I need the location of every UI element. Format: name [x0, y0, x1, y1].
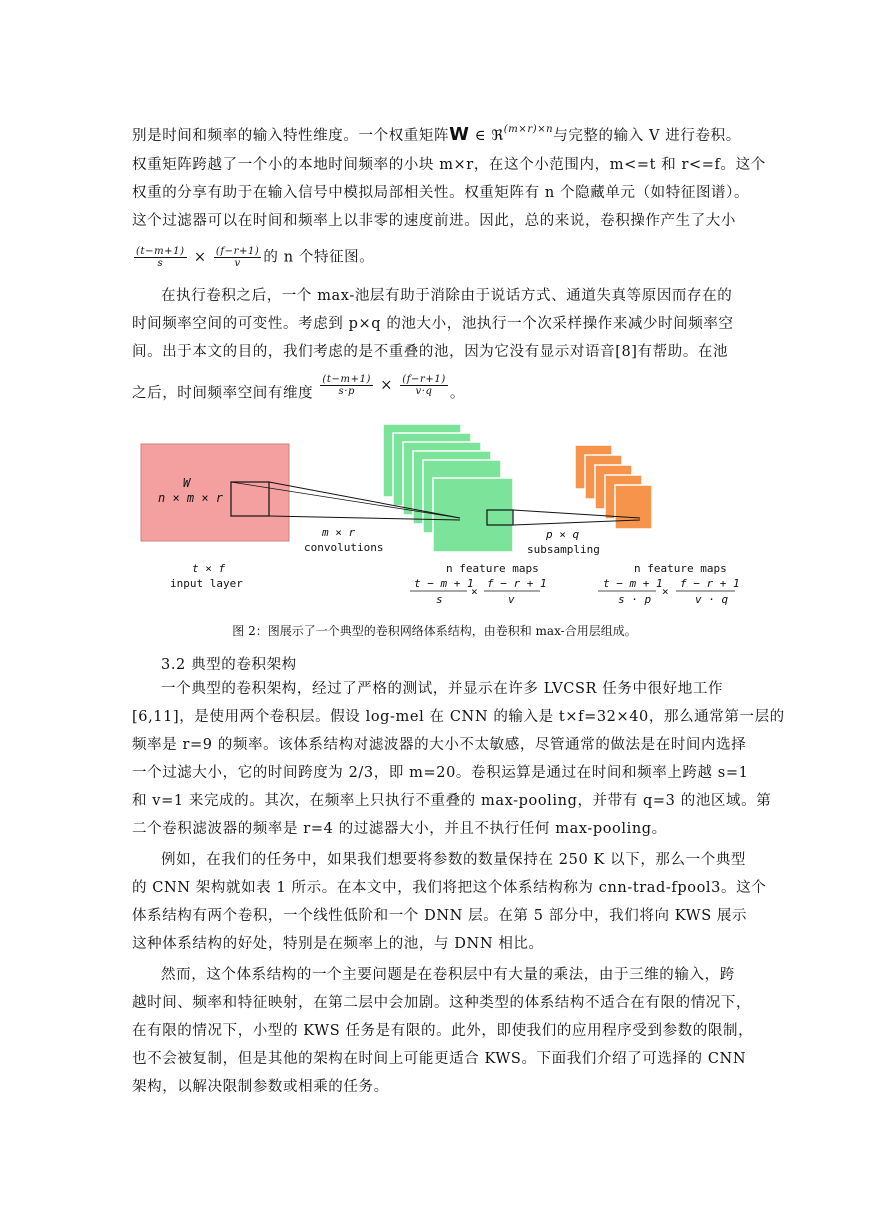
p4-line-2: 的 CNN 架构就如表 1 所示。在本文中，我们将把这个体系结构称为 cnn-trad-fpool3。这个: [132, 880, 767, 896]
feature-map-stack: [383, 424, 513, 552]
section-heading: 3.2 典型的卷积架构: [161, 657, 297, 673]
p1-line-5: $\frac{(t-m+1)}{s}$ × $\frac{(f-r+1)}{v}$ 的 n 个特征图。: [136, 246, 375, 269]
fm-f2-den: v: [508, 593, 515, 606]
fraction-f: $\frac{(f-r+1)}{v}$: [215, 246, 260, 269]
sub-label-2: subsampling: [527, 543, 600, 556]
weight-matrix-symbol: W: [449, 124, 470, 145]
p4-line-4: 这种体系结构的好处，特别是在频率上的池，与 DNN 相比。: [132, 936, 544, 952]
fm-f1-den: s: [436, 593, 443, 606]
figure-caption: 图 2：图展示了一个典型的卷积网络体系结构，由卷积和 max-合用层组成。: [232, 624, 637, 638]
p2-line-1: 在执行卷积之后，一个 max-池层有助于消除由于说话方式、通道失真等原因而存在的: [161, 288, 733, 304]
fm2-f1-num: t − m + 1: [603, 577, 663, 590]
conv-label-2: convolutions: [304, 541, 384, 554]
input-label-2: input layer: [170, 577, 243, 590]
p3-line-6: 二个卷积滤波器的频率是 r=4 的过滤器大小，并且不执行任何 max-pooling。: [132, 821, 667, 837]
sub-label-1: p × q: [546, 528, 580, 541]
fm-times: ×: [471, 585, 478, 598]
p5-line-4: 也不会被复制，但是其他的架构在时间上可能更适合 KWS。下面我们介绍了可选择的 CNN: [132, 1051, 747, 1067]
p2-line-2: 时间频率空间的可变性。考虑到 p×q 的池大小，池执行一个次采样操作来减少时间频率空: [132, 316, 734, 332]
input-label-1: t × f: [192, 562, 226, 575]
p2-line-3: 间。出于本文的目的，我们考虑的是不重叠的池，因为它没有显示对语音[8]有帮助。在池: [132, 344, 729, 360]
fm2-f2-num: f − r + 1: [680, 577, 740, 590]
p4-line-3: 体系结构有两个卷积，一个线性低阶和一个 DNN 层。在第 5 部分中，我们将向 KWS 展示: [132, 908, 748, 924]
fraction-tp: $\frac{(t-m+1)}{s\cdot p}$: [322, 374, 372, 397]
p1-line-1: 别是时间和频率的输入特性维度。一个权重矩阵W ∈ ℜ$^{(m\times r)\times n}$与完整的输入 V 进行卷积。: [132, 124, 741, 145]
conv-label-1: m × r: [322, 526, 356, 539]
p4-line-1: 例如，在我们的任务中，如果我们想要将参数的数量保持在 250 K 以下，那么一个典型: [161, 852, 747, 868]
p5-line-5: 架构，以解决限制参数或相乘的任务。: [132, 1079, 389, 1095]
fm2-f1-den: s · p: [618, 593, 652, 606]
p5-line-2: 越时间、频率和特征映射，在第二层中会加剧。这种类型的体系结构不适合在有限的情况下，: [132, 995, 752, 1011]
p5-line-1: 然而，这个体系结构的一个主要问题是在卷积层中有大量的乘法，由于三维的输入，跨: [161, 967, 735, 983]
p3-line-3: 频率是 r=9 的频率。该体系结构对滤波器的大小不太敏感，尽管通常的做法是在时间内选择: [132, 737, 747, 753]
p3-line-1: 一个典型的卷积架构，经过了严格的测试，并显示在许多 LVCSR 任务中很好地工作: [161, 681, 724, 697]
fraction-fq: $\frac{(f-r+1)}{v\cdot q}$: [402, 374, 446, 397]
fm-f1-num: t − m + 1: [414, 577, 474, 590]
fraction-t: $\frac{(t-m+1)}{s}$: [136, 246, 185, 269]
p1-line-2: 权重矩阵跨越了一个小的本地时间频率的小块 m×r，在这个小范围内，m<=t 和 r<=f。这个: [132, 157, 766, 173]
fm2-label-1: n feature maps: [634, 562, 727, 575]
p3-line-5: 和 v=1 来完成的。其次，在频率上只执行不重叠的 max-pooling，并带有 q=3 的池区域。第: [132, 793, 772, 809]
fm-label-1: n feature maps: [446, 562, 539, 575]
fm2-times: ×: [662, 585, 669, 598]
fm-f2-num: f − r + 1: [487, 577, 547, 590]
w-label: W: [183, 476, 191, 490]
p3-line-4: 一个过滤大小，它的时间跨度为 2/3，即 m=20。卷积运算是通过在时间和频率上跨越 s=1: [132, 765, 749, 781]
p1-line-4: 这个过滤器可以在时间和频率上以非零的速度前进。因此，总的来说，卷积操作产生了大小: [132, 213, 736, 229]
p5-line-3: 在有限的情况下，小型的 KWS 任务是有限的。此外，即使我们的应用程序受到参数的限制，: [132, 1023, 754, 1039]
p2-line-4: 之后，时间频率空间有维度 $\frac{(t-m+1)}{s\cdot p}$ × $\frac{(f-r+1)}{v\cdot q}$ 。: [132, 374, 465, 402]
p1-line-3: 权重的分享有助于在输入信号中模拟局部相关性。权重矩阵有 n 个隐藏单元（如特征图谱）。: [132, 185, 750, 201]
fm2-f2-den: v · q: [695, 593, 729, 606]
w-dims: n × m × r: [158, 491, 224, 505]
p3-line-2: [6,11]，是使用两个卷积层。假设 log-mel 在 CNN 的输入是 t×f=32×40，那么通常第一层的: [132, 709, 785, 725]
